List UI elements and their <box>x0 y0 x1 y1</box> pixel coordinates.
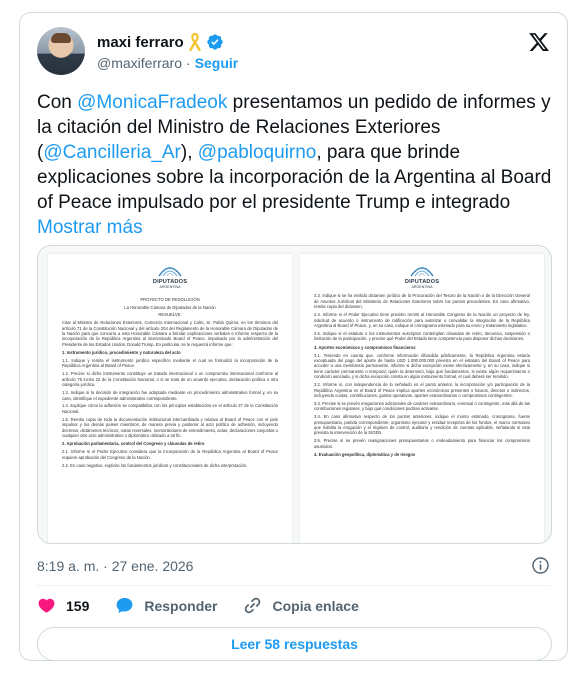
verified-badge-icon <box>206 33 224 51</box>
like-count: 159 <box>66 597 90 614</box>
document-paragraph: 3.5. Precise si se prevén reasignaciones presupuestarias o endeudamiento para financiar los compromisos asumidos. <box>314 438 530 449</box>
info-icon[interactable] <box>531 556 550 575</box>
heart-icon <box>37 596 56 615</box>
tweet-time: 8:19 a. m. <box>37 558 100 574</box>
document-title: PROYECTO DE RESOLUCIÓN <box>140 297 200 303</box>
document-letterhead <box>314 264 530 289</box>
document-letterhead <box>62 264 278 289</box>
document-section-heading: 1. Instrumento jurídico, procedimiento y naturaleza del acto <box>62 350 181 356</box>
document-brand-sub: ARGENTINA <box>159 285 181 290</box>
document-paragraph: 1.3. Indique si la decisión de integración fue adoptada mediante un procedimiento administrativo formal y, en su caso, identifique el expediente administrativo correspondiente. <box>62 390 278 401</box>
document-paragraph: 2.1. Informe si el Poder Ejecutivo considera que la incorporación de la República Argentina al Board of Peace requiere aprobación del Congreso de la Nación. <box>62 449 278 460</box>
document-paragraph: 1.5. Remita copia de toda la documentación institucional intercambiada y relativa al Board of Peace con el país impulsor y los demás países miembros, de manera previa y posterior al acto político de adhesión, incluyendo decretos, dictámenes técnicos, notas reversales, memorándums de entendimiento, actas, declaraciones conjuntas o cualquier otro acto administrativo o diplomático utilizado a tal fin. <box>62 416 279 438</box>
chamber-crest-icon <box>157 264 183 278</box>
author-handle[interactable]: @maxiferraro <box>97 55 183 71</box>
author-name-row <box>97 33 224 51</box>
document-brand: DIPUTADOS <box>404 279 440 286</box>
tweet-text <box>37 90 552 240</box>
copy-link-button[interactable] <box>243 596 358 615</box>
document-paragraph: 2.3. Indique si se ha emitido dictamen jurídico de la Procuración del Tesoro de la Nación o de la Dirección General de Asuntos Jurídicos del Ministerio de Relaciones Exteriores sobre los puntos precedentes. En caso afirmativo, remita copia del dictamen. <box>314 293 530 310</box>
document-resuelve: RESUELVE: <box>158 312 182 318</box>
reply-bubble-icon <box>115 596 134 615</box>
show-more-link[interactable]: Mostrar más <box>37 217 143 238</box>
reply-button[interactable] <box>115 596 217 615</box>
tweet-timestamp[interactable] <box>37 558 193 574</box>
tweet-text-segment: , para que brinde explicaciones sobre la incorporación de la Argentina al Board of Peace impulsado por el presidente Trump e integrado <box>37 142 552 213</box>
document-brand-sub: ARGENTINA <box>411 285 433 290</box>
author-name[interactable]: maxi ferraro <box>97 33 184 51</box>
reply-label: Responder <box>144 597 218 614</box>
mention-link[interactable]: @MonicaFradeok <box>77 92 228 113</box>
document-paragraph: 3.2. Informe si, con independencia de lo señalado en el punto anterior, la incorporación y/o participación de la República Argentina en el Board of Peace implica aportes económicos presentes o futuros, directos o indirectos, incluyendo cuotas, contribuciones, gastos operativos, aportes extraordinarios o compromisos contingentes. <box>314 382 530 398</box>
document-page-left <box>48 254 292 544</box>
chamber-crest-icon <box>409 264 435 278</box>
handle-separator: · <box>186 55 191 71</box>
document-paragraph: 2.4. Informe si el Poder Ejecutivo tiene previsto remitir al Honorable Congreso de la Nación un proyecto de ley, solicitud de acuerdo o instrumento de ratificación para autorizar o convalidar la integración de la República Argentina al Board of Peace, y, en su caso, indique el cronograma estimado para su envío y tratamiento legislativo. <box>314 312 530 328</box>
follow-button[interactable]: Seguir <box>194 55 239 71</box>
document-paragraph: 2.2. En caso negativo, explicite los fundamentos jurídicos y constitucionales de dicha interpretación. <box>62 462 248 468</box>
document-chamber: La Honorable Cámara de Diputados de la Nación <box>124 304 216 310</box>
author-handle-row <box>97 55 238 71</box>
tweet-text-segment: ), <box>180 142 198 163</box>
document-paragraph: 1.4. Explique cómo la adhesión se compatibiliza con los principios establecidos en el artículo 27 de la Constitución Nacional. <box>62 403 278 414</box>
document-page-right <box>300 254 544 544</box>
document-paragraph: 3.1. Teniendo en cuenta que, conforme información difundida públicamente, la República Argentina estaría exceptuada del pago del aporte de hasta USD 1.000.000.000 previsto en el estatuto del Board of Peace para acceder a una membresía permanente, informe si dicha excepción existe efectivamente y, en su caso, indique si tiene carácter permanente o temporal, quién la determinó, bajo qué fundamentos, si existe algún requerimiento o condición asociada, y si dicha excepción consta en algún instrumento formal, el cual deberá ser remitido. <box>314 352 530 380</box>
divider <box>37 585 550 586</box>
tweet-date: 27 ene. 2026 <box>111 558 194 574</box>
read-replies-button[interactable]: Leer 58 respuestas <box>37 627 552 661</box>
link-icon <box>243 596 262 615</box>
yellow-ribbon-icon <box>188 33 202 51</box>
tweet-card <box>19 12 568 661</box>
document-section-heading: 2. Aprobación parlamentaria, control del Congreso y cláusulas de retiro <box>62 441 205 447</box>
avatar[interactable] <box>37 27 85 75</box>
document-paragraph: Citar al Ministro de Relaciones Exteriores, Comercio Internacional y Culto, Sr. Pablo Quirno, en los términos del artículo 71 de la Constitución Nacional y del artículo 204 del Reglamento de la Honorable Cámara de Diputados de la Nación para que concurra a esta Honorable Cámara a brindar explicaciones verbales e informe respecto de la incorporación de la República Argentina al denominado Board of Peace, impulsado por la administración del Presidente de los Estados Unidos, Donald Trump. En particular, se le requerirá informe que: <box>62 320 278 347</box>
document-paragraph: 1.2. Precise si dicho instrumento constituye un tratado internacional o un compromiso internacional conforme al artículo 75 inciso 22 de la Constitución Nacional, o si se trata de un acuerdo ejecutivo, declaración política u otra categoría jurídica. <box>62 371 278 388</box>
document-paragraph: 2.5. Indique si el estatuto o los instrumentos suscriptos contemplan cláusulas de retiro, denuncia, suspensión o limitación de la participación, y precise qué Poder del Estado tiene competencia para disponer dichas decisiones. <box>314 330 530 342</box>
document-brand: DIPUTADOS <box>152 279 188 286</box>
mention-link[interactable]: @pabloquirno <box>197 142 317 163</box>
timestamp-separator: · <box>103 558 108 574</box>
tweet-text-segment: presentamos un pedido de informes y la citación del Ministro de Relaciones Exteriores ( <box>37 92 551 163</box>
document-paragraph: 1.1. Indique y remita el instrumento jurídico específico mediante el cual se formalizó la incorporación de la República Argentina al Board of Peace. <box>62 358 278 369</box>
document-section-heading: 4. Evaluación geopolítica, diplomática y de riesgos <box>314 452 416 458</box>
copy-link-label: Copia enlace <box>272 597 359 614</box>
document-section-heading: 3. Aportes económicos y compromisos financieros <box>314 344 416 350</box>
document-paragraph: 3.3. Precise si se prevén erogaciones adicionales de carácter extraordinario, eventual o contingente, más allá de las contribuciones regulares, y bajo qué condiciones podrían activarse. <box>314 400 530 412</box>
x-logo-icon[interactable] <box>528 31 550 53</box>
like-button[interactable] <box>37 596 89 615</box>
document-paragraph: 3.4. En caso afirmativo respecto de los puntos anteriores, indique el monto estimado, cronograma, fuente presupuestaria, partida correspondiente, organismo ejecutor y entidad receptora de los fondos, el marco normativo que habilita la erogación y el régimen de control, auditoría y rendición de cuentas aplicable, señalando si está prevista la intervención de la SIGEN. <box>314 414 530 436</box>
tweet-actions-bar <box>37 596 385 615</box>
tweet-text-segment: Con <box>37 92 78 113</box>
mention-link[interactable]: @Cancilleria_Ar <box>43 142 181 163</box>
attached-document-image[interactable] <box>37 245 552 544</box>
